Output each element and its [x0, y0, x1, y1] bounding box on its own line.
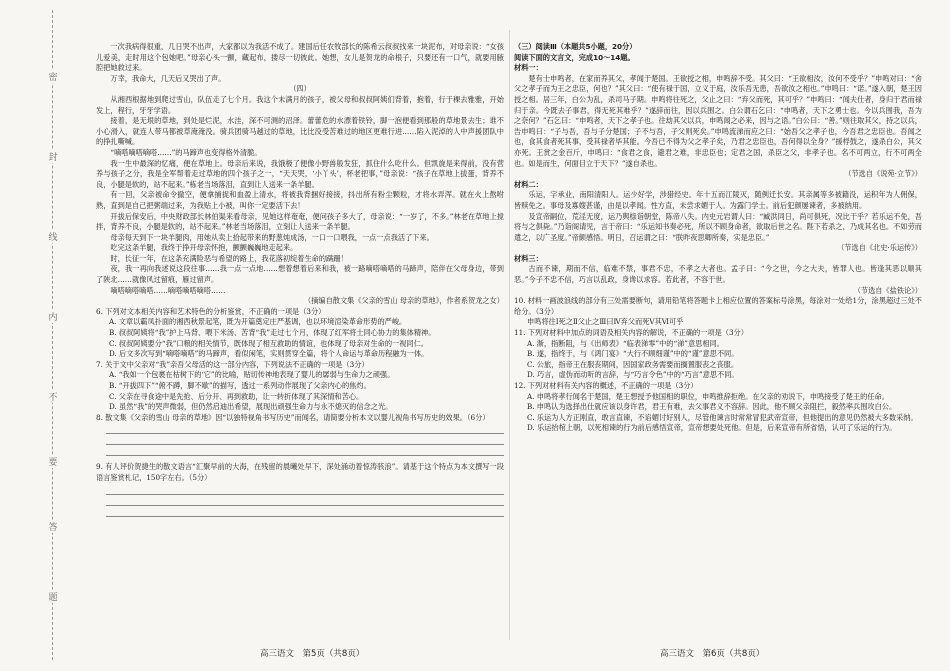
question-12: 12. 下列对材料有关内容的概述，不正确的一项是（3分） [514, 381, 698, 390]
paragraph: 母亲每天到下一块羊腿肉，用她从卖上拾起带来的野葱炖成汤，一口一口喂我，一点一点我活了下来。 [110, 232, 434, 242]
binding-char: 答 [46, 520, 60, 533]
answer-line[interactable] [106, 484, 504, 495]
option: D. 虽然“我”的哭声微弱，但仍然启迪出希望，展现出顽强生命力与永不熄灭的信念之光。 [108, 402, 393, 412]
paragraph: 万幸，我命大，几天后又哭出了声。 [110, 73, 226, 83]
question-8: 8. 散文集《父亲的雪山 母亲的草地》因“以独特视角书写历史”而闻名，请简要分析本文以婴儿视角书写历史的效果。（6分） [96, 412, 490, 422]
source-note: （节选自《说苑·立节》） [844, 169, 922, 179]
question-7: 7. 关于文中父亲对“我”亲吾父母活的这一部分内容，下列说法不正确的一项是（3分） [96, 359, 369, 369]
paragraph: 嘀嗒嘀嗒嘀嗒……嘀嗒嘀嗒嘀嗒…… [110, 285, 226, 295]
option: C. 公旅，指帝王在服丧期间，因国家政务需要而搁置服丧之丧服。 [526, 359, 739, 369]
paragraph: 接着，是无垠的草地，到处是烂泥，水洼，深不可测的沼泽。蕾蕾危的水漂着铁铃，脚一泡便看到那般的草地景去生；谁不小心滑入，就连人带马都被草淹淹没。骑兵团骑马越过的草地，比比没受苦难过的地区更难行进……陷入泥淖的人中声援团队中的挣扎嘶喊。 [96, 116, 504, 147]
binding-char: 线 [46, 230, 60, 243]
material-one-text: 楚有士申鸣者，在家而养其父，孝闻于楚国。王欲授之相，申鸣辞不受。其父曰：“王欲相汝，汝何不受乎？”申鸣对曰：“舍父之孝子而为王之忠臣，何也？”其父曰：“使有禄于国，立义于庭，汝乐吾无患，吾欲汝之相也。”申鸣曰：“诺。”遂入朝，楚王因授之相。居三年，白公为乱，杀司马子期。申鸣将往死之，父止之曰：“弃父而死，其可乎？”申鸣曰：“闻夫仕者，身归于君而禄归于亲。今既去子事君，得无死其难乎？”遂辞而往，因以兵围之。白公谓石乞曰：“申鸣者，天下之勇士也。今以兵围我，吾为之奈何？”石乞曰：“申鸣者，天下之孝子也。往劫其父以兵，申鸣闻之必来，因与之语。”白公曰：“善。”则往取其父，持之以兵，告申鸣曰：“子与吾，吾与子分楚国；子不与吾，子父则死矣。”申鸣流涕而应之曰：“始吾父之孝子也，今吾君之忠臣也。吾闻之也，食其食者死其事，受其禄者毕其能。今吾已不得为父之孝子矣，乃君之忠臣也，吾何得以全身？”援桴鼓之，遂杀白公，其父亦死。王赏之金百斤，申鸣曰：“食君之食，避君之难，非忠臣也；定君之国，杀臣之父，非孝子也。名不可两立，行不可两全也。如是而生，何面目立于天下？”遂自杀也。 [514, 73, 922, 168]
question-11: 11. 下列对材料中加点的词语及相关内容的解说，不正确的一项是（3分） [514, 328, 748, 338]
binding-char: 密 [46, 70, 60, 83]
option: D. 巧言，虚伪而动听的言辞，与“巧言令色”中的“巧言”意思不同。 [526, 370, 739, 380]
material-one-title: 材料一： [514, 63, 543, 73]
sentence-break-item[interactable]: 申鸣将往Ⅰ死之Ⅱ父止之Ⅲ曰Ⅳ弃父而死Ⅴ其Ⅵ可乎 [526, 317, 684, 327]
paragraph: “嘀嗒嘀嗒嘀嗒……”的马蹄声也变得格外清脆。 [110, 147, 262, 157]
binding-char: 不 [46, 390, 60, 403]
material-two-title: 材料二： [514, 179, 543, 189]
option: B. 遂，指终于，与《鸿门宴》“大行不顾细谨”中的“谨”意思不同。 [526, 349, 739, 359]
option: B. “开拔四下”“俯不蹲，脚不歇”的描写，透过一系列动作展现了父亲内心的焦灼。 [108, 381, 371, 390]
binding-char: 要 [46, 455, 60, 468]
binding-margin [0, 0, 78, 671]
question-6: 6. 下列对文本相关内容和艺术特色的分析鉴赏，不正确的一项是（3分） [96, 306, 326, 316]
paragraph: 时，长征一年，在这条充满险恶与希望的路上，我花落初绽着生命的蹒跚！ [110, 253, 348, 263]
binding-char: 封 [46, 150, 60, 163]
reading-instruction: 阅读下面的文言文，完成10～14题。 [514, 52, 635, 62]
answer-line[interactable] [106, 495, 504, 506]
option: C. 叔叔阿姨要分“我”口粮的相关情节，既体现了相互救助的情谊，也体现了母亲对生命的一视同仁。 [108, 338, 428, 348]
left-page-column [96, 42, 504, 624]
question-10: 10. 材料一画波浪线的部分有三处需要断句，请用铅笔将答题卡上相应位置的答案标号涂黑，每涂对一处给1分，涂黑超过三处不给分。（3分） [514, 296, 922, 316]
section-heading: （三）阅读Ⅲ（本题共5小题，20分） [514, 42, 637, 51]
answer-line[interactable] [106, 506, 504, 517]
paragraph: 夜，我一再向我述说这段往事……我一点一点地……想着想着后来和我，被一路嘀嗒嘀嗒的马蹄声，陪伴在父母身边，带到了陕北……就像风过留痕，雁过留声。 [96, 264, 504, 285]
option: D. 乐运抬棺上朝，以死相谏的行为前后感悟宣帝，宣帝想要处死他。但是，后来宣帝有所省悟，认可了乐运的行为。 [526, 423, 897, 433]
source-note: （节选自《北史·乐运传》） [837, 243, 922, 253]
question-9: 9. 有人评价贺捷生的散文语言“汇聚早前的大海，在残留的晨曦处早下，深处涌动着惊涛骇浪”。请基于这个特点为本文撰写一段语言鉴赏札记，150字左右。（5分） [96, 462, 504, 482]
paragraph: 我一生中最深的忆痛，便在草地上。母亲后来说，我饿极了便像小野兽般发狂，抓住什么吃什么。但凯旋是来得前，没有营养与孩子之分，我是全军帮着走过草地的四个孩子之一，“天天哭，‘小丫头’，杯老把事，”母亲说：“孩子在草地上拔蛋，背养不良，小腿是软的，站不起来。”栋老当场落泪，直到让人送来一条羊腿。 [96, 158, 504, 189]
answer-line[interactable] [106, 434, 504, 445]
option: A. 申鸣将孝行闻名于楚国，楚王想授予他国相的职位，申鸣推辞拒绝。在父亲的劝说下，申鸣接受了楚王的任命。 [526, 391, 889, 401]
material-two-text: 及宣帝嗣位，荒淫无度，运乃舆榇诣朝堂，陈帝八失。内史元岩谓人曰：“臧洪同日，尚可俱死，况比干乎？若乐运不免，吾将与之俱毙。”乃诣阁请见，言于帝曰：“乐运知书奏必死，所以不顾身命者，欲取后世之名。陛下若杀之，乃成其名也。不如劳而遣之，以广圣度。”帝颇感悟。明日，召运谓之曰：“朕昨夜思卿所奏，实是忠臣。” [514, 211, 922, 242]
paragraph: 从湘西根据地到爬过雪山，队伍走了七个月。我这个未满月的孩子，被父母和叔叔阿姨们背着，抱着，行于稞去雅雅，开始发上，程行，牙牙学语。 [96, 94, 504, 115]
binding-char: 内 [46, 310, 60, 323]
right-page-column [514, 42, 922, 624]
material-two-text: 乐运，字承业，南阳清阳人。运少好学，涉猎经史。年十五而江陵灭，随例迁长安。其亲属等多被籍没，运积年为人佣保，皆赎免之。事母及寡嫂甚谨，由是以孝闻。性方直，未尝求媚于人。为露门学士。前后犯颜屡谏者，多被纳用。 [514, 190, 922, 210]
column-divider [509, 30, 510, 640]
option: B. 申鸣认为选择出仕就应该以身许君，君王有难，去父事君义不容辞。因此，他不顾父亲阻拦，毅然率兵围攻白公。 [526, 402, 897, 412]
paragraph: 有一回，父亲被命令撤空，便拿捕捉和血盈上清水，将被我背捆好接接，抖出所有粉尘颗粒，才将水弄浑。就在火上熬咐熟，直到是自己把粥端过来，为我贴上小被，叫你一定要活下去！ [96, 190, 504, 210]
paragraph: 开拔后保安后，中央财政部长林伯渠来看母亲，见她这样奄奄，便问孩子多大了，母亲说：“一岁了，不多。”林老在草地上搅拌，背养不良，小腿是软的，站不起来。”林老当场落泪，立刻让人送来一条羊腿。 [96, 211, 504, 232]
source-note: （摘编自散文集《父亲的雪山 母亲的草地》，作者系贺龙之女） [304, 296, 504, 306]
answer-line[interactable] [106, 445, 504, 456]
option: C. 乐运为人方正刚直，敢言直谏，不谄媚讨好别人，尽管他谏言时常常冒犯武帝宣帝，但他提出的意见仍然被大多数采纳。 [526, 412, 918, 422]
answer-line[interactable] [106, 423, 504, 434]
page-footer-left: 高三语文 第5页（共8页） [260, 649, 365, 659]
source-note: （节选自《盐铁论》） [853, 285, 922, 295]
material-three-title: 材料三： [514, 253, 543, 263]
option: A. 文章以霸凤扑面的湘西秋景起笔，既为开篇奠定庄严基调，也以环境渲染革命形势的严峻。 [108, 317, 407, 327]
option: D. 后文多次写到“嘀嗒嘀嗒”的马蹄声，看似闲笔，实则贯穿全篇，将个人命运与革命历程融为一体。 [108, 349, 429, 359]
option: A. 渐，指断阻，与《出师表》“临表涕零”中的“涕”意思相同。 [526, 338, 724, 348]
option: A. “我如一个包裹在枯树下的‘它”的比喻，贴切传神地表现了婴儿的孱弱与生命力之顽强。 [108, 370, 395, 380]
binding-dashed-line [52, 10, 53, 660]
option: C. 父亲在寻食途中是先抢、后分开、再到救助，让一转折体现了其深情和苦心。 [108, 391, 364, 401]
section-number: （四） [289, 84, 311, 94]
page-footer-right: 高三语文 第6页（共8页） [660, 649, 765, 659]
option: B. 叔叔阿姨将“我”护上马背、喂下米汤、苦背“我”走过七个月，体现了红军将士同心协力的集体精神。 [108, 328, 436, 338]
material-three-text: 古而不谏，期而不信，临难不禁，事君不忠，不孝之大者也。孟子曰：“今之世，今之大夫，皆罪人也。皆逢其恶以顺其恶。”今子不忠不信，巧言以乱政，身谗以求容。若此者，不容于世。 [514, 264, 922, 285]
paragraph: 吃完这条羊腿，我终于挣开母亲怀抱，颤颤巍巍地走起来。 [110, 243, 298, 253]
paragraph: 一次我病得很重，几日哭不出声，大家都以为我活不成了。建国后任农牧部长的陈希云叔叔找来一块泥布，对母亲说：“女孩儿爱美，走时用这个包她吧。”母亲心头一颤，藏起布，搂尽一切彼此。她想，女儿是贺龙的命根子，只要还有一口气，就要用腋腔把她救过来。 [96, 42, 504, 73]
binding-char: 题 [46, 590, 60, 603]
